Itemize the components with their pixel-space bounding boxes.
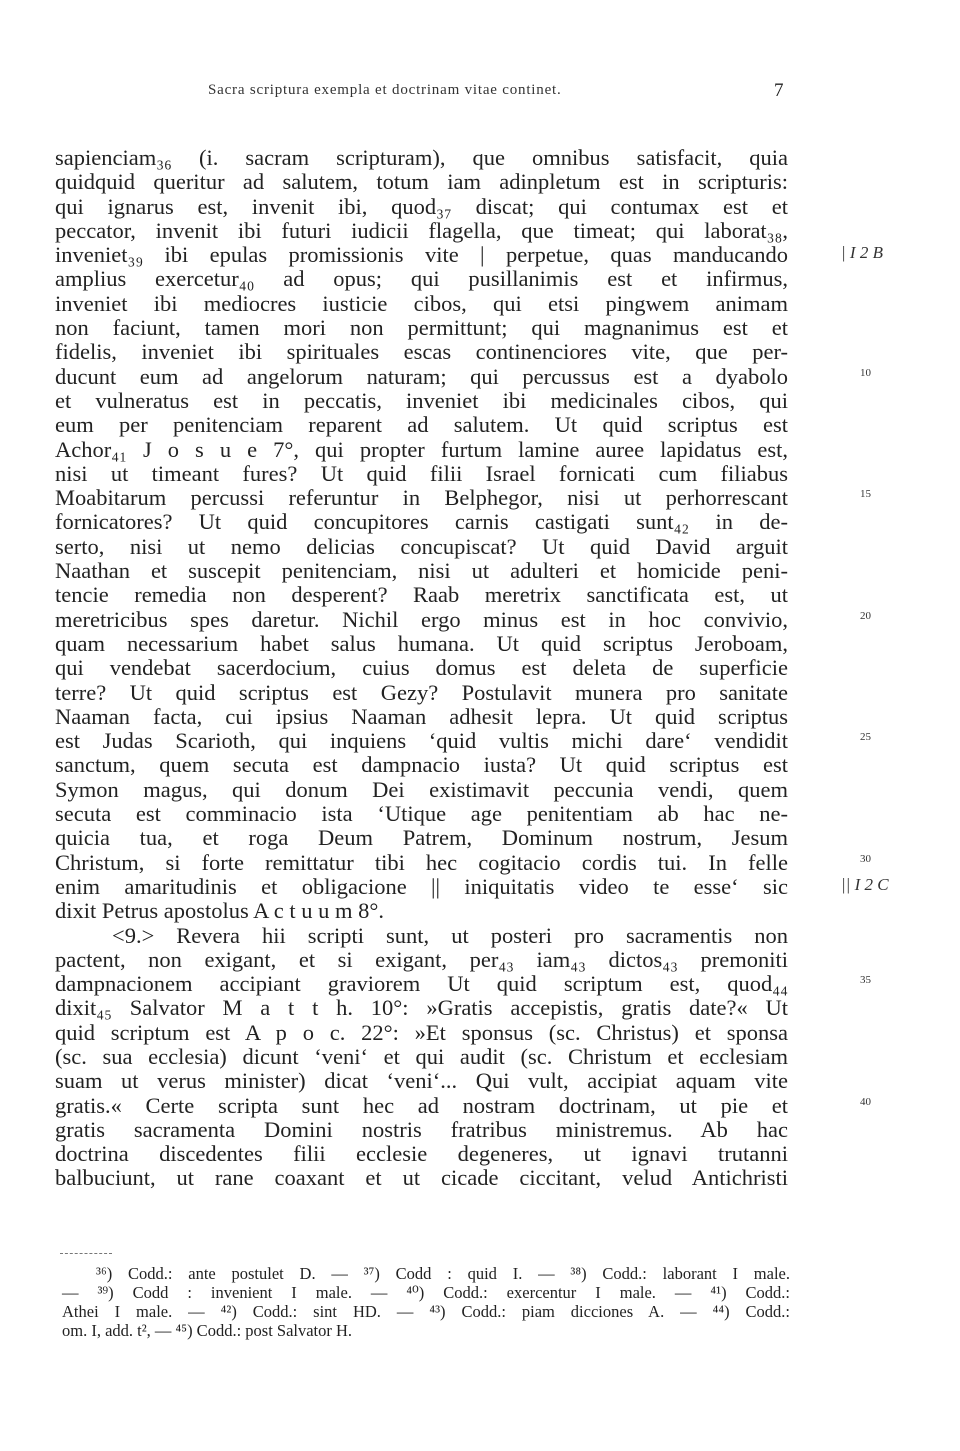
text-line: inveniet ibi mediocres iusticie cibos, qui etsi pingwem animam [55, 290, 788, 316]
footnote-line: ³⁶) Codd.: ante postulet D. — ³⁷) Codd : quid I. — ³⁸) Codd.: laborant I male. [96, 1264, 790, 1283]
footnotes [62, 1264, 790, 1340]
footnote-line: — ³⁹) Codd : invenient I male. — ⁴⁰) Codd.: exercentur I male. — ⁴¹) Codd.: [62, 1283, 790, 1302]
text-line: peccator, invenit ibi futuri iudicii flagella, que timeat; qui laborat₃₈, [55, 217, 788, 243]
text-line: eum per penitenciam reparent ad salutem. Ut quid scriptus est [55, 412, 788, 438]
footnote-line: om. I, add. t², — ⁴⁵) Codd.: post Salvator H. [62, 1321, 353, 1340]
line-number: 35 [860, 974, 871, 987]
text-line: dampnacionem accipiant graviorem Ut quid scriptum est, quod₄₄ [55, 971, 788, 997]
line-number: 30 [860, 852, 871, 865]
text-line: quidquid queritur ad salutem, totum iam adinpletum est in scripturis: [55, 169, 788, 195]
text-line: gratis.« Certe scripta sunt hec ad nostram doctrinam, ut pie et [55, 1092, 788, 1118]
text-line: inveniet₃₉ ibi epulas promissionis vite | perpetue, quas manducando [55, 242, 788, 268]
margin-note [813, 608, 913, 632]
line-number: 25 [860, 731, 871, 744]
margin-note [813, 486, 913, 510]
text-line: sanctum, quem secuta est dampnacio iusta? Ut quid scriptus est [55, 752, 788, 778]
text-line: non faciunt, tamen mori non permittunt; qui magnanimus est et [55, 315, 788, 341]
text-line: gratis sacramenta Domini nostris fratribus ministremus. Ab hac [55, 1116, 788, 1142]
text-line: qui vendebat sacerdocium, cuius domus est deleta de superficie [55, 655, 788, 681]
text-line: balbuciunt, ut rane coaxant et ut cicade ciccitant, velud Antichristi [55, 1165, 788, 1191]
text-line: sapienciam₃₆ (i. sacram scripturam), que omnibus satisfacit, quia [55, 145, 788, 170]
text-line: ducunt eum ad angelorum naturam; qui percussus est a dyabolo [55, 363, 788, 389]
line-number: 40 [860, 1095, 871, 1108]
text-line: (sc. sua ecclesia) dicunt ‘veni‘ et qui audit (sc. Christum et ecclesiam [55, 1043, 788, 1069]
text-line: fidelis, inveniet ibi spirituales escas continenciores vite, que per- [55, 339, 788, 365]
margin-note [813, 1094, 913, 1118]
text-line: tencie remedia non desperent? Raab meretrix sanctificata est, ut [55, 582, 788, 608]
manuscript-folio-marker: || I 2 C [841, 874, 889, 894]
footnote-line: Athei I male. — ⁴²) Codd.: sint HD. — ⁴³) Codd.: piam dicciones A. — ⁴⁴) Codd.: [62, 1302, 790, 1321]
footnote-separator [60, 1253, 112, 1254]
margin-note [813, 972, 913, 996]
text-line: quicia tua, et roga Deum Patrem, Dominum nostrum, Jesum [55, 825, 788, 851]
text-line: est Judas Scarioth, qui inquiens ‘quid vultis michi dare‘ vendidit [55, 728, 788, 754]
text-line: pactent, non exigant, et si exigant, per₄₃ iam₄₃ dictos₄₃ premoniti [55, 946, 788, 972]
line-number: 15 [860, 488, 871, 501]
text-line: doctrina discedentes filii ecclesie degeneres, ut ignavi trutanni [55, 1141, 788, 1167]
text-line: fornicatores? Ut quid concupitores carnis castigati sunt₄₂ in de- [55, 509, 788, 535]
text-line: dixit Petrus apostolus A c t u u m 8°. [55, 898, 385, 924]
text-line: qui ignarus est, invenit ibi, quod₃₇ discat; qui contumax est et [55, 193, 788, 219]
text-line: <9.> Revera hii scripti sunt, ut posteri pro sacramentis non [112, 922, 788, 948]
text-line: quam necessarium habet salus humana. Ut quid scriptus Jeroboam, [55, 630, 788, 656]
margin-note [813, 243, 913, 267]
text-line: et vulneratus est in peccatis, inveniet ibi medicinales cibos, qui [55, 387, 788, 413]
page-number: 7 [774, 80, 784, 101]
text-line: Moabitarum percussi referuntur in Belphegor, nisi ut perhorrescant [55, 485, 788, 511]
margin-note [813, 365, 913, 389]
margin-note [813, 851, 913, 875]
margin-note [813, 875, 913, 899]
text-line: amplius exercetur₄₀ ad opus; qui pusillanimis est et infirmus, [55, 266, 788, 292]
text-line: secuta est comminacio ista ‘Utique age penitentiam ab hac ne- [55, 801, 788, 827]
text-line: nisi ut timeant fures? Ut quid filii Israel fornicati cum filiabus [55, 460, 788, 486]
text-line: dixit₄₅ Salvator M a t t h. 10°: »Gratis accepistis, gratis date?« Ut [55, 995, 788, 1021]
text-line: serto, nisi ut nemo delicias concupiscat? Ut quid David arguit [55, 533, 788, 559]
page-header [0, 82, 960, 106]
text-line: Symon magus, qui donum Dei existimavit peccunia vendi, quem [55, 776, 788, 802]
text-line: quid scriptum est A p o c. 22°: »Et sponsus (sc. Christus) et sponsa [55, 1019, 788, 1045]
text-line: Achor₄₁ J o s u e 7°, qui propter furtum lamine auree lapidatus est, [55, 436, 788, 462]
text-line: enim amaritudinis et obligacione || iniquitatis video te esse‘ sic [55, 873, 788, 899]
text-line: Christum, si forte remittatur tibi hec cogitacio cordis tui. In felle [55, 849, 788, 875]
text-line: Naaman facta, cui ipsius Naaman adhesit lepra. Ut quid scriptus [55, 703, 788, 729]
text-line: terre? Ut quid scriptus est Gezy? Postulavit munera pro sanitate [55, 679, 788, 705]
running-title: Sacra scriptura exempla et doctrinam vitae continet. [208, 82, 562, 98]
line-number: 20 [860, 609, 871, 622]
line-number: 10 [860, 366, 871, 379]
margin-note [813, 729, 913, 753]
text-line: meretricibus spes daretur. Nichil ergo minus est in hoc convivio, [55, 606, 788, 632]
text-line: suam ut verus minister) dicat ‘veni‘... Qui vult, accipiat aquam vite [55, 1068, 788, 1094]
main-text [55, 145, 889, 1191]
manuscript-folio-marker: | I 2 B [841, 243, 883, 263]
text-line: Naathan et suscepit penitenciam, nisi ut adulteri et homicide peni- [55, 558, 788, 584]
